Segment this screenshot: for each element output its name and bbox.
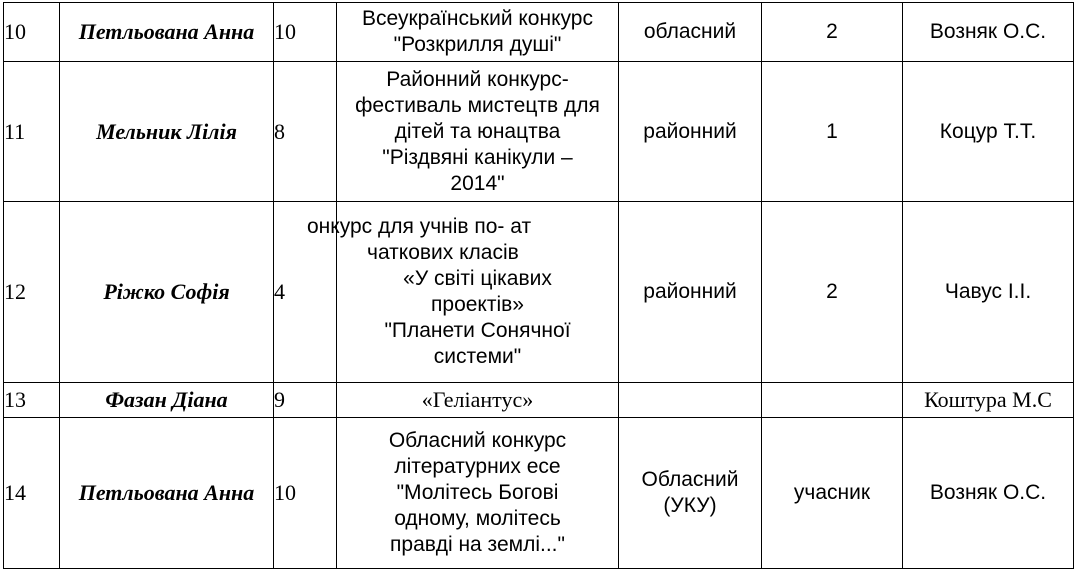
teacher-name: Возняк О.С. bbox=[903, 418, 1074, 569]
contest-line: Всеукраїнський конкурс bbox=[362, 7, 593, 30]
contest-level: районний bbox=[619, 202, 762, 383]
place-result: 1 bbox=[762, 62, 903, 202]
contest-line: "Розкрилля душі" bbox=[393, 33, 562, 56]
contest-line: дітей та юнацтва bbox=[394, 119, 561, 143]
contest-level-line: (УКУ) bbox=[663, 494, 717, 517]
table-row bbox=[4, 418, 1074, 569]
contest-line: "Молітесь Богові bbox=[396, 481, 559, 504]
contest-name bbox=[337, 418, 619, 569]
student-name: Ріжко Софія bbox=[60, 202, 274, 383]
table-row bbox=[4, 202, 1074, 383]
contest-line: системи" bbox=[433, 345, 522, 368]
row-number: 10 bbox=[4, 3, 60, 62]
student-grade: 10 bbox=[274, 3, 337, 62]
contest-name bbox=[337, 3, 619, 62]
table-row bbox=[4, 383, 1074, 418]
contest-line: одному, молітесь bbox=[394, 507, 561, 530]
student-grade: 10 bbox=[274, 418, 337, 569]
awards-table bbox=[3, 2, 1074, 569]
row-number: 14 bbox=[4, 418, 60, 569]
place-result: 2 bbox=[762, 202, 903, 383]
contest-name bbox=[307, 202, 619, 383]
contest-line: "Планети Сонячної bbox=[384, 319, 571, 342]
contest-line: літературних есе bbox=[394, 455, 561, 478]
teacher-name: Возняк О.С. bbox=[903, 3, 1074, 62]
contest-line: Обласний конкурс bbox=[388, 429, 567, 452]
contest-level: обласний bbox=[619, 3, 762, 62]
contest-line: онкурс для учнів по- ат bbox=[307, 215, 532, 238]
contest-line: «У світі цікавих bbox=[403, 267, 552, 290]
contest-level bbox=[619, 383, 762, 418]
contest-name bbox=[337, 383, 619, 418]
place-result: учасник bbox=[762, 418, 903, 569]
contest-line: 2014" bbox=[450, 171, 505, 195]
row-number: 13 bbox=[4, 383, 60, 418]
table-row bbox=[4, 3, 1074, 62]
row-number: 11 bbox=[4, 62, 60, 202]
contest-name bbox=[337, 62, 619, 202]
student-grade: 9 bbox=[274, 383, 337, 418]
contest-line: правді на землі..." bbox=[390, 533, 565, 556]
student-grade: 8 bbox=[274, 62, 337, 202]
contest-line: чаткових класів bbox=[367, 241, 519, 264]
student-name: Петльована Анна bbox=[60, 3, 274, 62]
contest-level-line: Обласний bbox=[641, 468, 739, 491]
student-name: Мельник Лілія bbox=[60, 62, 274, 202]
contest-level bbox=[619, 418, 762, 569]
place-result: 2 bbox=[762, 3, 903, 62]
contest-line: Районний конкурс- bbox=[386, 67, 569, 91]
place-result bbox=[762, 383, 903, 418]
teacher-name: Коштура М.С bbox=[903, 383, 1074, 418]
student-name: Фазан Діана bbox=[60, 383, 274, 418]
table-row bbox=[4, 62, 1074, 202]
student-grade: 4 bbox=[274, 202, 337, 383]
teacher-name: Коцур Т.Т. bbox=[903, 62, 1074, 202]
contest-level: районний bbox=[619, 62, 762, 202]
teacher-name: Чавус І.І. bbox=[903, 202, 1074, 383]
student-name: Петльована Анна bbox=[60, 418, 274, 569]
row-number: 12 bbox=[4, 202, 60, 383]
contest-line: "Різдвяні канікули – bbox=[382, 145, 573, 169]
contest-line: «Геліантус» bbox=[421, 387, 534, 412]
contest-line: проектів» bbox=[431, 293, 524, 316]
contest-line: фестиваль мистецтв для bbox=[355, 93, 600, 117]
